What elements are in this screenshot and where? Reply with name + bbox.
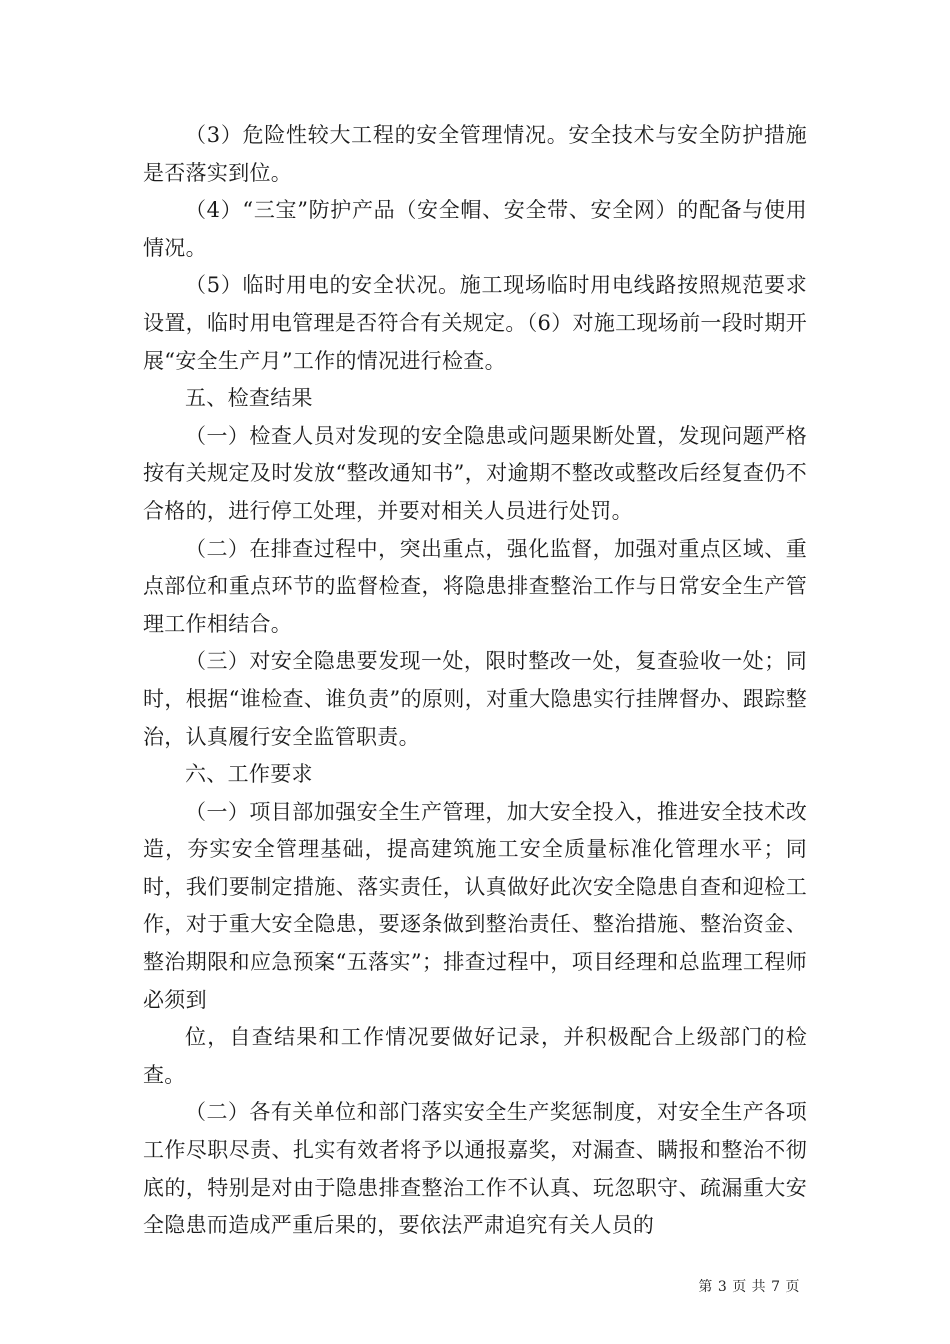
- paragraph-results-2: （二）在排查过程中，突出重点，强化监督，加强对重点区域、重点部位和重点环节的监督检查，将隐患排查整治工作与日常安全生产管理工作相结合。: [143, 536, 807, 636]
- paragraph-results-3: （三）对安全隐患要发现一处，限时整改一处，复查验收一处；同时，根据“谁检查、谁负责”的原则，对重大隐患实行挂牌督办、跟踪整治，认真履行安全监管职责。: [143, 649, 807, 749]
- section-heading-results: 五、检查结果: [185, 386, 313, 411]
- document-body: [143, 117, 807, 1245]
- paragraph-requirements-1-cont: 位，自查结果和工作情况要做好记录，并积极配合上级部门的检查。: [143, 1025, 807, 1087]
- paragraph-requirements-1: （一）项目部加强安全生产管理，加大安全投入，推进安全技术改造，夯实安全管理基础，提高建筑施工安全质量标准化管理水平；同时，我们要制定措施、落实责任，认真做好此次安全隐患自查和迎检工作，对于重大安全隐患，要逐条做到整治责任、整治措施、整治资金、整治期限和应急预案“五落实”；排查过程中，项目经理和总监理工程师必须到: [143, 799, 807, 1012]
- paragraph-results-1: （一）检查人员对发现的安全隐患或问题果断处置，发现问题严格按有关规定及时发放“整改通知书”，对逾期不整改或整改后经复查仍不合格的，进行停工处理，并要对相关人员进行处罚。: [143, 423, 807, 523]
- paragraph-item-4: （4）“三宝”防护产品（安全帽、安全带、安全网）的配备与使用情况。: [143, 198, 807, 260]
- paragraph-requirements-2: （二）各有关单位和部门落实安全生产奖惩制度，对安全生产各项工作尽职尽责、扎实有效者将予以通报嘉奖，对漏查、瞒报和整治不彻底的，特别是对由于隐患排查整治工作不认真、玩忽职守、疏漏重大安全隐患而造成严重后果的，要依法严肃追究有关人员的: [143, 1100, 807, 1238]
- paragraph-item-3: （3）危险性较大工程的安全管理情况。安全技术与安全防护措施是否落实到位。: [143, 123, 807, 185]
- section-heading-requirements: 六、工作要求: [185, 762, 313, 787]
- paragraph-item-5-6: （5）临时用电的安全状况。施工现场临时用电线路按照规范要求设置，临时用电管理是否符合有关规定。（6）对施工现场前一段时期开展“安全生产月”工作的情况进行检查。: [143, 273, 807, 373]
- page-number: 第 3 页 共 7 页: [698, 1279, 800, 1295]
